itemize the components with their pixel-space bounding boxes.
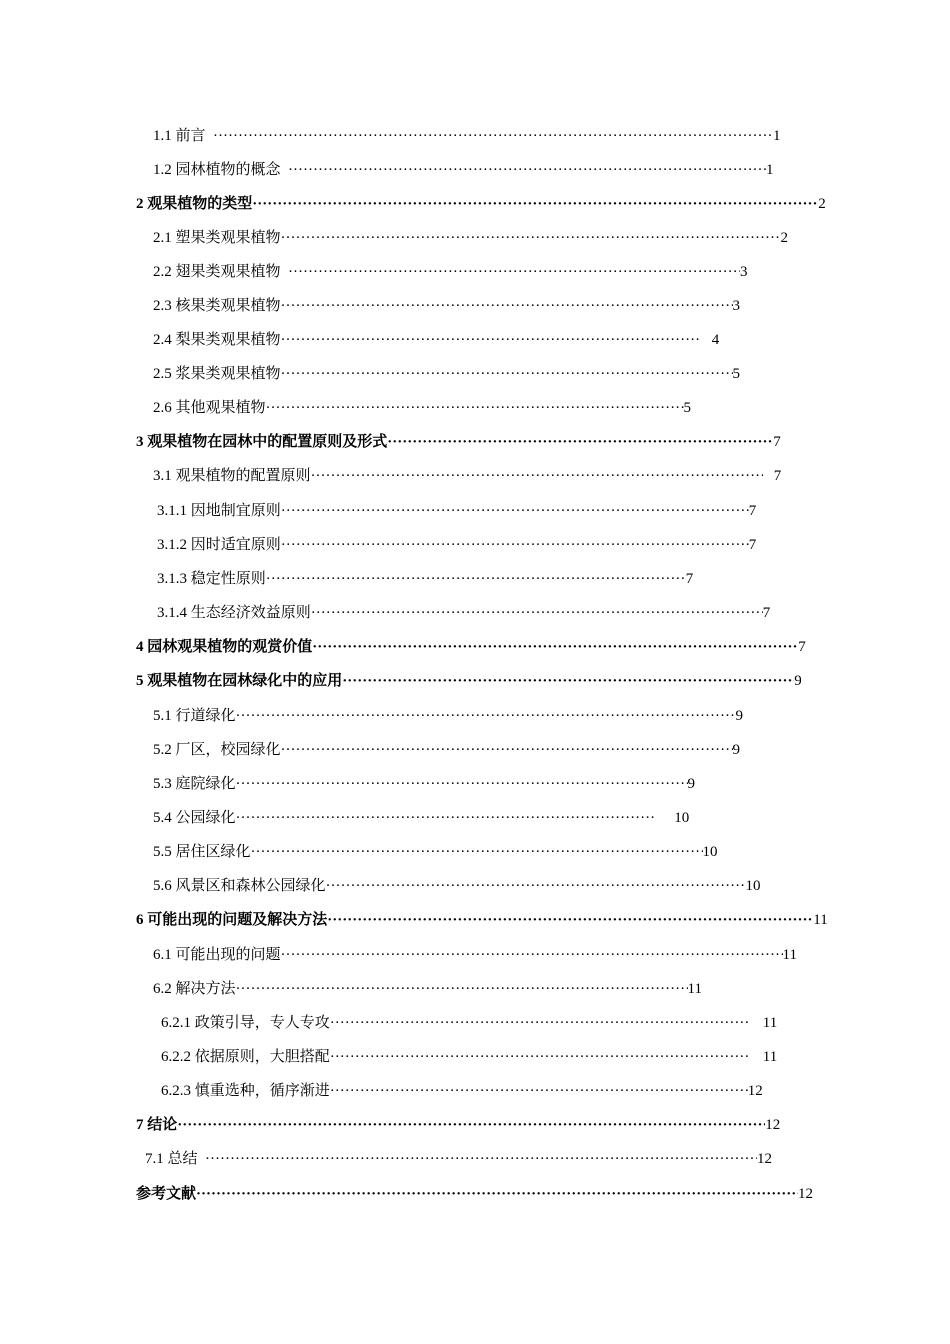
toc-leader	[196, 1183, 798, 1205]
toc-entry[interactable]	[153, 841, 753, 863]
toc-leader	[330, 1080, 748, 1102]
toc-entry[interactable]	[136, 670, 836, 692]
toc-entry[interactable]	[157, 500, 787, 522]
toc-entry[interactable]	[153, 227, 813, 249]
toc-page-number: 11	[687, 981, 702, 997]
toc-page-number: 12	[747, 1083, 763, 1099]
toc-page-number: 9	[732, 742, 741, 758]
toc-entry[interactable]	[157, 534, 787, 556]
toc-entry[interactable]	[136, 193, 846, 215]
toc-entry[interactable]	[136, 431, 816, 453]
toc-leader	[281, 227, 781, 249]
toc-page-number: 7	[685, 571, 694, 587]
toc-entry-label: 7 结论	[136, 1117, 178, 1133]
toc-entry[interactable]	[153, 363, 773, 385]
toc-page-number: 7	[748, 503, 757, 519]
toc-leader	[266, 568, 686, 590]
toc-entry[interactable]	[153, 773, 723, 795]
toc-leader	[213, 125, 773, 147]
toc-entry[interactable]	[136, 1114, 836, 1136]
toc-leader	[327, 909, 813, 931]
toc-page-number: 9	[735, 708, 744, 724]
toc-entry[interactable]	[153, 125, 798, 147]
toc-page-number: 5	[683, 400, 692, 416]
toc-leader	[311, 465, 763, 487]
toc-entry[interactable]	[153, 465, 813, 487]
toc-entry-label: 1.1 前言	[153, 128, 206, 144]
toc-leader	[311, 602, 763, 624]
toc-leader	[281, 944, 783, 966]
toc-entry[interactable]	[153, 978, 733, 1000]
toc-entry-label: 3.1.1 因地制宜原则	[157, 503, 281, 519]
toc-leader	[330, 1012, 748, 1034]
toc-entry-label: 3 观果植物在园林中的配置原则及形式	[136, 434, 388, 450]
toc-entry-label: 4 园林观果植物的观赏价值	[136, 639, 313, 655]
toc-entry-label: 5.3 庭院绿化	[153, 776, 236, 792]
toc-entry[interactable]	[153, 705, 773, 727]
toc-entry-label: 3.1.4 生态经济效益原则	[157, 605, 311, 621]
toc-entry-label: 2.2 翅果类观果植物	[153, 264, 281, 280]
toc-leader	[236, 807, 656, 829]
toc-page-number: 3	[732, 298, 741, 314]
toc-page-number: 11	[762, 1015, 778, 1031]
toc-entry-label: 6.2.3 慎重选种，循序渐进	[161, 1083, 330, 1099]
toc-entry[interactable]	[161, 1046, 811, 1068]
toc-entry[interactable]	[153, 261, 773, 283]
toc-page-number: 10	[702, 844, 718, 860]
toc-leader	[252, 193, 818, 215]
toc-page-number: 7	[773, 468, 782, 484]
toc-page-number: 9	[687, 776, 696, 792]
toc-leader	[251, 841, 703, 863]
toc-leader	[330, 1046, 748, 1068]
toc-page-number: 7	[762, 605, 771, 621]
toc-entry-label: 6.2.1 政策引导，专人专攻	[161, 1015, 330, 1031]
toc-entry[interactable]	[157, 568, 717, 590]
toc-entry-label: 2.6 其他观果植物	[153, 400, 266, 416]
toc-entry[interactable]	[153, 875, 803, 897]
toc-leader	[326, 875, 746, 897]
toc-entry-label: 6 可能出现的问题及解决方法	[136, 912, 328, 928]
toc-entry-label: 3.1.2 因时适宜原则	[157, 537, 281, 553]
toc-page-number: 2	[780, 230, 789, 246]
toc-leader	[342, 670, 794, 692]
toc-entry-label: 2.1 塑果类观果植物	[153, 230, 281, 246]
toc-page-number: 11	[762, 1049, 778, 1065]
toc-entry[interactable]	[161, 1080, 811, 1102]
toc-leader	[266, 397, 684, 419]
toc-entry-label: 6.2.2 依据原则，大胆搭配	[161, 1049, 330, 1065]
toc-page-number: 1	[773, 128, 781, 144]
toc-entry[interactable]	[153, 397, 733, 419]
toc-entry-label: 6.1 可能出现的问题	[153, 947, 281, 963]
toc-entry-label: 3.1.3 稳定性原则	[157, 571, 266, 587]
toc-page-number: 7	[748, 537, 757, 553]
toc-entry[interactable]	[136, 636, 836, 658]
toc-page-number: 10	[674, 810, 690, 826]
toc-entry[interactable]	[136, 1183, 856, 1205]
toc-entry[interactable]	[153, 807, 713, 829]
toc-page-number: 7	[773, 434, 781, 450]
toc-page-number: 2	[818, 196, 826, 212]
toc-entry[interactable]	[145, 1148, 835, 1170]
toc-leader	[312, 636, 798, 658]
toc-leader	[281, 500, 749, 522]
toc-page-number: 12	[757, 1151, 773, 1167]
toc-entry-label: 6.2 解决方法	[153, 981, 236, 997]
toc-entry-label: 1.2 园林植物的概念	[153, 162, 281, 178]
toc-entry[interactable]	[153, 295, 773, 317]
toc-leader	[281, 363, 733, 385]
toc-page-number: 9	[794, 673, 802, 689]
toc-entry-label: 2.4 梨果类观果植物	[153, 332, 281, 348]
toc-leader	[236, 773, 688, 795]
toc-leader	[281, 739, 733, 761]
toc-entry[interactable]	[153, 739, 773, 761]
toc-entry[interactable]	[157, 602, 807, 624]
toc-page-number: 11	[782, 947, 797, 963]
toc-entry-label: 5.1 行道绿化	[153, 708, 236, 724]
toc-page-number: 7	[798, 639, 806, 655]
toc-leader	[177, 1114, 765, 1136]
toc-entry-label: 3.1 观果植物的配置原则	[153, 468, 311, 484]
toc-entry-label: 2.5 浆果类观果植物	[153, 366, 281, 382]
toc-leader	[281, 295, 733, 317]
toc-entry[interactable]	[161, 1012, 811, 1034]
toc-entry-label: 5.2 厂区，校园绿化	[153, 742, 281, 758]
toc-page-number: 4	[711, 332, 720, 348]
toc-page-number: 3	[740, 264, 748, 280]
toc-leader	[236, 705, 736, 727]
toc-entry[interactable]	[136, 909, 856, 931]
toc-page-number: 1	[766, 162, 774, 178]
toc-entry-label: 5.5 居住区绿化	[153, 844, 251, 860]
toc-entry-label: 5.4 公园绿化	[153, 810, 236, 826]
toc-entry[interactable]	[153, 159, 798, 181]
toc-entry-label: 2 观果植物的类型	[136, 196, 253, 212]
toc-entry-label: 参考文献	[136, 1186, 197, 1202]
toc-page-number: 11	[813, 912, 828, 928]
toc-entry-label: 7.1 总结	[145, 1151, 198, 1167]
toc-page-number: 10	[745, 878, 761, 894]
toc-leader	[387, 431, 773, 453]
toc-entry-label: 2.3 核果类观果植物	[153, 298, 281, 314]
toc-leader	[205, 1148, 757, 1170]
toc-page-number: 12	[765, 1117, 781, 1133]
toc-page-number: 5	[732, 366, 741, 382]
toc-entry[interactable]	[153, 944, 823, 966]
toc-leader	[288, 159, 766, 181]
toc-entry[interactable]	[153, 329, 753, 351]
toc-entry-label: 5.6 风景区和森林公园绿化	[153, 878, 326, 894]
toc-leader	[288, 261, 740, 283]
toc-leader	[236, 978, 688, 1000]
toc-leader	[281, 534, 749, 556]
toc-entry-label: 5 观果植物在园林绿化中的应用	[136, 673, 343, 689]
toc-page-number: 12	[798, 1186, 814, 1202]
toc-leader	[281, 329, 701, 351]
